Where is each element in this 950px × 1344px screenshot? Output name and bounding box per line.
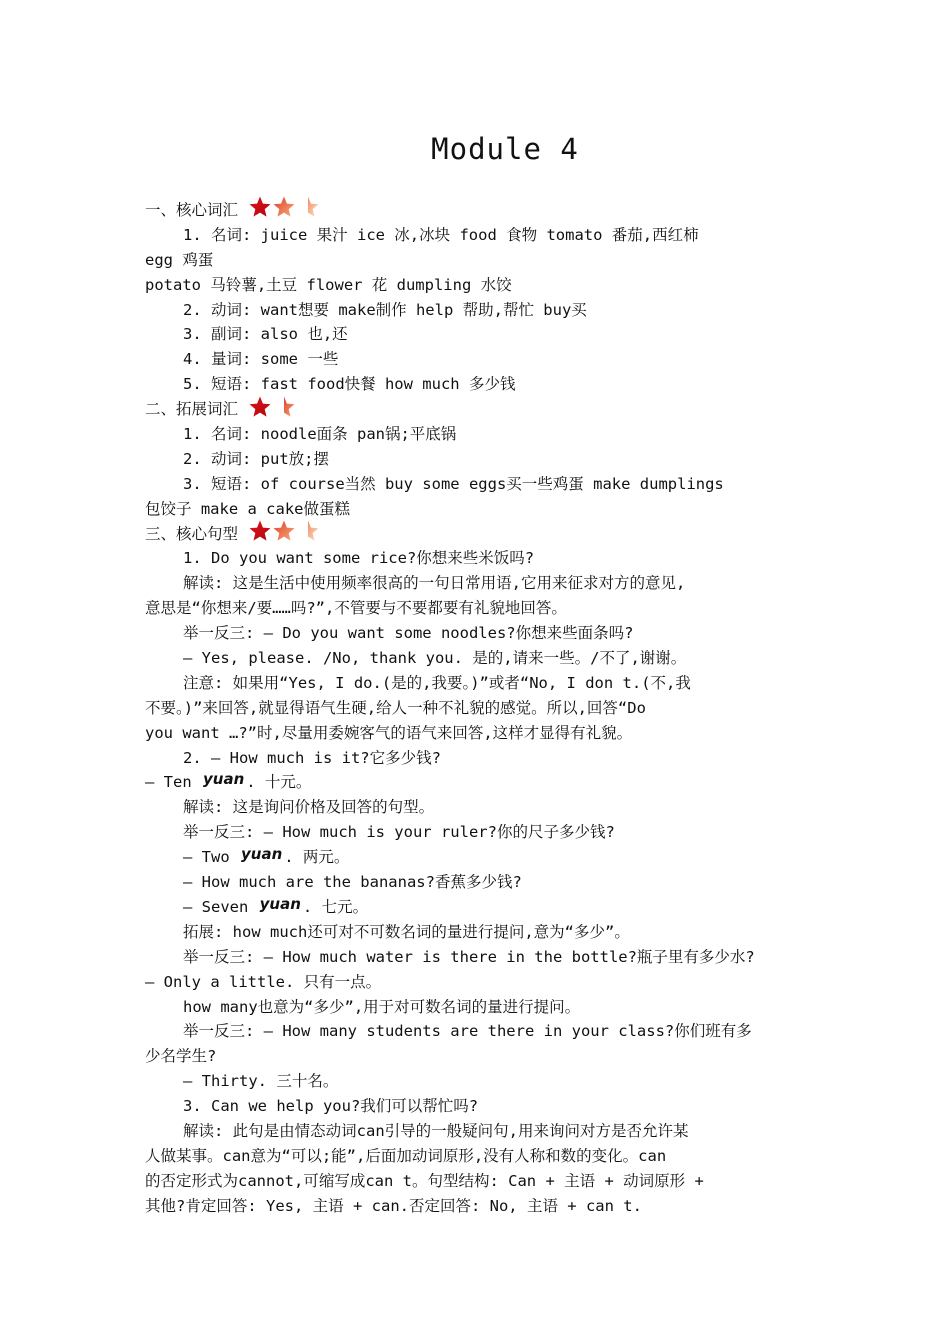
text-line: egg 鸡蛋 (145, 250, 214, 269)
text-line: 3. 副词: also 也,还 (183, 325, 348, 344)
difficulty-stars (248, 519, 320, 543)
text-line: 包饺子 make a cake做蛋糕 (145, 499, 350, 518)
text-line: 3. Can we help you?我们可以帮忙吗? (183, 1097, 479, 1116)
text-line: 4. 量词: some 一些 (183, 350, 339, 369)
text-line: 少名学生? (145, 1047, 217, 1066)
text-line: how many也意为“多少”,用于对可数名词的量进行提问。 (183, 997, 581, 1016)
full-star-icon (272, 195, 296, 219)
text-line: 1. Do you want some rice?你想来些米饭吗? (183, 549, 535, 568)
text-line: 解读: 此句是由情态动词can引导的一般疑问句,用来询问对方是否允许某 (183, 1121, 689, 1140)
text-line: 举一反三: — How much water is there in the bottle?瓶子里有多少水? (183, 947, 755, 966)
text-line: 2. — How much is it?它多少钱? (183, 748, 441, 767)
text-line: 注意: 如果用“Yes, I do.(是的,我要。)”或者“No, I don t.(不,我 (183, 673, 691, 692)
full-star-icon (248, 395, 272, 419)
text-line: 拓展: how much还可对不可数名词的量进行提问,意为“多少”。 (183, 922, 630, 941)
text-line: 人做某事。can意为“可以;能”,后面加动词原形,没有人称和数的变化。can (145, 1146, 667, 1165)
text-line: 5. 短语: fast food快餐 how much 多少钱 (183, 375, 516, 394)
page-title: Module 4 (431, 132, 579, 166)
text-line: 意思是“你想来/要……吗?”,不管要与不要都要有礼貌地回答。 (145, 599, 567, 618)
text-line (145, 770, 815, 795)
full-star-icon (272, 519, 296, 543)
text-segment: — Ten (145, 773, 201, 792)
section-heading-core-sentences (145, 522, 815, 547)
text-line: — How much are the bananas?香蕉多少钱? (183, 873, 522, 892)
text-line: 举一反三: — Do you want some noodles?你想来些面条吗? (183, 624, 634, 643)
text-line: 不要。)”来回答,就显得语气生硬,给人一种不礼貌的感觉。所以,回答“Do (145, 698, 646, 717)
difficulty-stars (248, 195, 320, 219)
text-line (145, 895, 815, 920)
document-body (145, 198, 815, 1219)
full-star-icon (248, 195, 272, 219)
text-segment: — Seven (183, 897, 258, 916)
text-line: — Thirty. 三十名。 (183, 1072, 339, 1091)
text-line: 解读: 这是询问价格及回答的句型。 (183, 798, 435, 817)
text-segment: . 十元。 (246, 773, 312, 792)
text-line: — Yes, please. /No, thank you. 是的,请来一些。/不了,谢谢。 (183, 649, 687, 668)
text-segment: . 两元。 (284, 848, 350, 867)
yuan-word: yuan (241, 845, 283, 864)
half-star-icon (272, 395, 296, 419)
section-title: 二、拓展词汇 (145, 400, 239, 419)
section-title: 三、核心句型 (145, 524, 239, 543)
text-line: you want …?”时,尽量用委婉客气的语气来回答,这样才显得有礼貌。 (145, 723, 633, 742)
text-line: 举一反三: — How many students are there in your class?你们班有多 (183, 1022, 752, 1041)
section-heading-extended-vocabulary (145, 397, 815, 422)
section-title: 一、核心词汇 (145, 201, 239, 219)
text-line (145, 845, 815, 870)
text-line: 1. 名词: noodle面条 pan锅;平底锅 (183, 425, 457, 444)
full-star-icon (248, 519, 272, 543)
text-line: 的否定形式为cannot,可缩写成can t。句型结构: Can + 主语 + 动词原形 + (145, 1171, 704, 1190)
text-line: — Only a little. 只有一点。 (145, 972, 382, 991)
difficulty-stars (248, 395, 296, 419)
text-line: 其他?肯定回答: Yes, 主语 + can.否定回答: No, 主语 + can t. (145, 1196, 642, 1215)
section-heading-core-vocabulary (145, 198, 815, 223)
text-line: 2. 动词: put放;摆 (183, 449, 329, 468)
text-line: 举一反三: — How much is your ruler?你的尺子多少钱? (183, 823, 615, 842)
text-segment: . 七元。 (302, 897, 369, 916)
text-line: 2. 动词: want想要 make制作 help 帮助,帮忙 buy买 (183, 300, 587, 319)
text-line: 3. 短语: of course当然 buy some eggs买一些鸡蛋 make dumplings (183, 474, 724, 493)
yuan-word: yuan (203, 770, 245, 789)
half-star-icon (296, 519, 320, 543)
text-line: potato 马铃薯,土豆 flower 花 dumpling 水饺 (145, 275, 512, 294)
yuan-word: yuan (259, 894, 301, 913)
text-line: 1. 名词: juice 果汁 ice 冰,冰块 food 食物 tomato 番茄,西红柿 (183, 225, 699, 244)
half-star-icon (296, 195, 320, 219)
text-segment: — Two (183, 848, 239, 867)
text-line: 解读: 这是生活中使用频率很高的一句日常用语,它用来征求对方的意见, (183, 574, 686, 593)
